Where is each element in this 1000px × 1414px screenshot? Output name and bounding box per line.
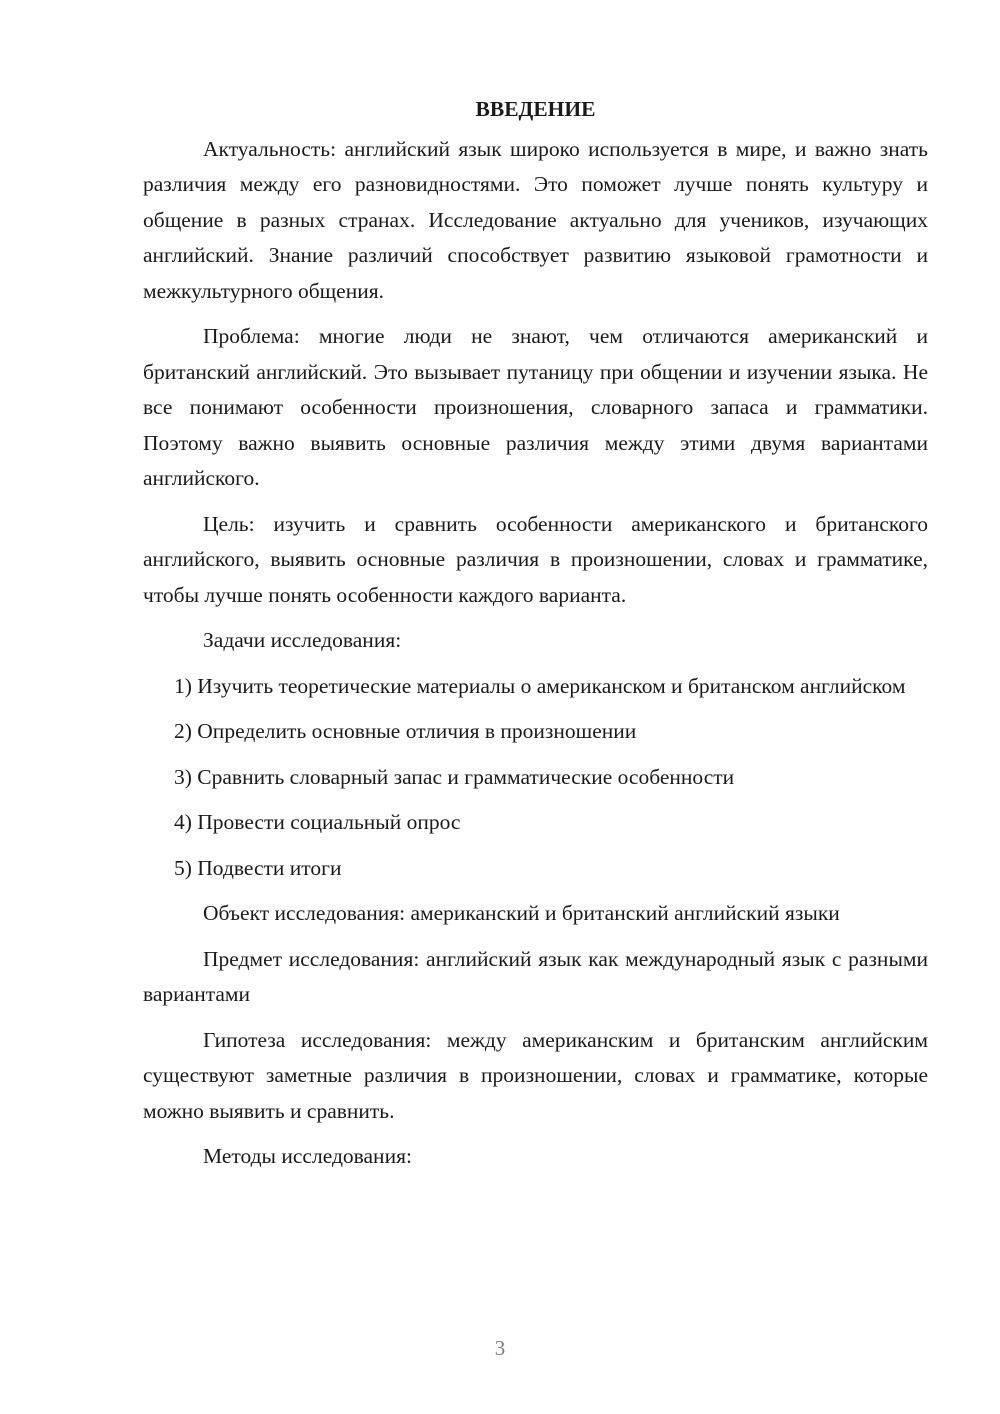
paragraph-relevance: Актуальность: английский язык широко используется в мире, и важно знать различия между его разновидностями. Это поможет лучше понять культуру и общение в разных странах. Исследование актуально для учеников, изучающих английский. Знание различий способствует развитию языковой грамотности и межкультурного общения. (143, 136, 928, 303)
paragraph-problem: Проблема: многие люди не знают, чем отличаются американский и британский английский. Это вызывает путаницу при общении и изучении языка. Не все понимают особенности произношения, словарного запаса и грамматики. Поэтому важно выявить основные различия между этими двумя вариантами английского. (143, 324, 928, 490)
document-page (143, 92, 928, 1185)
methods-heading: Методы исследования: (203, 1144, 412, 1168)
tasks-list (143, 669, 928, 887)
page-number: 3 (494, 1336, 506, 1360)
task-item: 2) Определить основные отличия в произношении (174, 719, 637, 743)
task-item: 3) Сравнить словарный запас и грамматические особенности (174, 764, 735, 789)
paragraph-object: Объект исследования: американский и британский английский языки (203, 901, 840, 925)
paragraph-hypothesis: Гипотеза исследования: между американским и британским английским существуют заметные различия в произношении, словах и грамматике, которые можно выявить и сравнить. (143, 1027, 928, 1123)
paragraph-goal: Цель: изучить и сравнить особенности американского и британского английского, выявить основные различия в произношении, словах и грамматике, чтобы лучше понять особенности каждого варианта. (143, 511, 928, 607)
task-item: 5) Подвести итоги (174, 855, 342, 880)
paragraph-subject: Предмет исследования: английский язык как международный язык с разными вариантами (143, 946, 928, 1006)
page-title: ВВЕДЕНИЕ (475, 97, 596, 121)
task-item: 4) Провести социальный опрос (174, 810, 461, 834)
tasks-heading: Задачи исследования: (203, 628, 402, 652)
task-item: 1) Изучить теоретические материалы о американском и британском английском (174, 673, 906, 698)
